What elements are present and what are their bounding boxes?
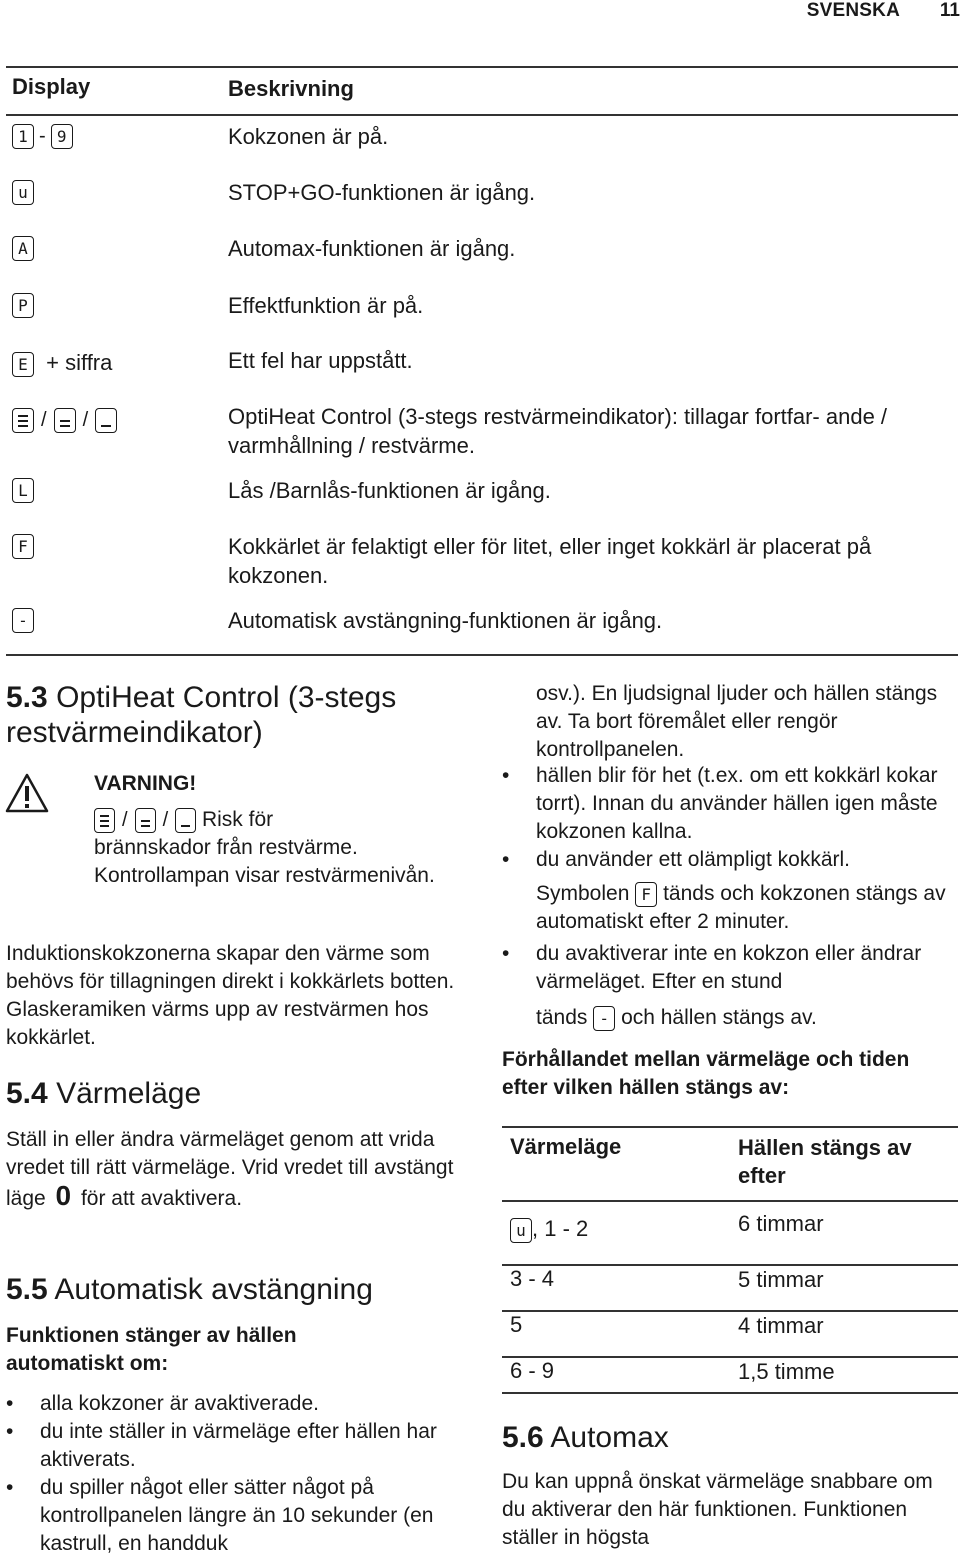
section-5-6	[502, 1420, 958, 1455]
row-description: OptiHeat Control (3-stegs restvärmeindikator): tillagar fortfar- ande / varmhållning / restvärme.	[228, 404, 888, 458]
residual-heat-high-icon	[12, 408, 34, 433]
section-5-4-heading: 5.4 Värmeläge	[6, 1077, 202, 1110]
table-top-border	[6, 66, 958, 68]
header-language: SVENSKA	[806, 0, 900, 21]
section-5-4	[6, 1076, 466, 1111]
off-position-zero: 0	[55, 1180, 72, 1211]
row-description: STOP+GO-funktionen är igång.	[228, 180, 536, 205]
list-item: • du avaktiverar inte en kokzon eller ändrar värmeläget. Efter en stund	[502, 940, 954, 996]
auto-off-symbol-icon: -	[12, 608, 34, 633]
residual-heat-medium-icon	[54, 408, 76, 433]
col-description-header: Beskrivning	[228, 76, 354, 101]
col-time-header: Hällen stängs av efter	[738, 1135, 912, 1188]
row-description: Kokzonen är på.	[228, 124, 389, 149]
row-description: Automax-funktionen är igång.	[228, 236, 516, 261]
automax-symbol-icon: A	[12, 236, 34, 261]
section-5-5-heading: 5.5 Automatisk avstängning	[6, 1273, 373, 1306]
row-description: Kokkärlet är felaktigt eller för litet, eller inget kokkärl är placerat på kokzonen.	[228, 534, 872, 588]
wrong-cookware-symbol-icon: F	[635, 882, 657, 907]
section-5-6-body: Du kan uppnå önskat värmeläge snabbare om du aktiverar den här funktionen. Funktionen ställer in högsta	[502, 1470, 933, 1549]
section-5-3-heading: 5.3 OptiHeat Control (3-stegs restvärmeindikator)	[6, 681, 397, 749]
residual-heat-low-icon	[175, 808, 196, 833]
section-5-5	[6, 1272, 466, 1307]
auto-off-conditions	[6, 1390, 466, 1558]
warning-triangle-icon	[4, 772, 50, 814]
residual-heat-medium-icon	[135, 808, 156, 833]
continued-text: osv.). En ljudsignal ljuder och hällen stängs av. Ta bort föremålet eller rengör kontrollpanelen.	[536, 682, 938, 761]
stop-go-symbol-icon: u	[12, 180, 34, 205]
power-function-symbol-icon: P	[12, 293, 34, 318]
lcd-digit-1-icon: 1	[12, 124, 34, 149]
lock-symbol-icon: L	[12, 478, 34, 503]
warning-title: VARNING!	[94, 772, 197, 795]
table-header-divider	[6, 114, 958, 116]
residual-heat-high-icon	[94, 808, 115, 833]
display-symbol: 1 - 9	[12, 122, 73, 149]
col-level-header: Värmeläge	[510, 1134, 622, 1159]
row-description: Effektfunktion är på.	[228, 293, 424, 318]
section-5-3	[6, 680, 466, 750]
list-item: • alla kokzoner är avaktiverade.	[6, 1390, 466, 1418]
section-5-4-body: Ställ in eller ändra värmeläget genom att vrida vredet till rätt värmeläge. Vrid vredet till avstängt läge 0 för att avaktivera.	[6, 1128, 454, 1211]
error-symbol-icon: E	[12, 352, 34, 377]
lcd-digit-9-icon: 9	[51, 124, 73, 149]
relation-heading: Förhållandet mellan värmeläge och tiden efter vilken hällen stängs av:	[502, 1048, 910, 1099]
list-item: • du spiller något eller sätter något på kontrollpanelen längre än 10 sekunder (en kastrull, en handduk	[6, 1474, 466, 1558]
auto-off-conditions-cont-2	[502, 940, 954, 996]
auto-off-lights-note: tänds - och hällen stängs av.	[536, 1006, 817, 1029]
error-suffix: + siffra	[46, 350, 113, 375]
section-5-6-heading: 5.6 Automax	[502, 1421, 669, 1454]
section-5-5-subheading: Funktionen stänger av hällen automatiskt om:	[6, 1324, 297, 1375]
shutoff-table: Värmeläge Hällen stängs av efter u , 1 - 2 6 timmar 3 - 4 5 timmar 5 4 timmar 6 - 9 1,5 timme	[502, 1126, 958, 1394]
section-5-3-body: Induktionskokzonerna skapar den värme som behövs för tillagningen direkt i kokkärlets botten. Glaskeramiken värms upp av restvärmen hos kokkärlet.	[6, 942, 455, 1049]
table-bottom-border	[6, 654, 958, 656]
warning-text: / / Risk för brännskador från restvärme. Kontrollampan visar restvärmenivån.	[94, 808, 435, 888]
col-display-header: Display	[12, 74, 91, 99]
wrong-cookware-symbol-icon: F	[12, 534, 34, 559]
heat-level-symbols: / /	[12, 406, 117, 433]
row-description: Automatisk avstängning-funktionen är igång.	[228, 608, 663, 633]
auto-off-symbol-icon: -	[593, 1006, 615, 1031]
list-item: • du använder ett olämpligt kokkärl.	[502, 846, 954, 874]
residual-heat-low-icon	[95, 408, 117, 433]
row-description: Lås /Barnlås-funktionen är igång.	[228, 478, 551, 503]
row-description: Ett fel har uppstått.	[228, 348, 413, 373]
list-item: • hällen blir för het (t.ex. om ett kokkärl kokar torrt). Innan du använder hällen igen måste kokzonen kallna.	[502, 762, 954, 846]
page-number: 11	[939, 0, 960, 21]
auto-off-conditions-cont	[502, 762, 954, 874]
stop-go-symbol-icon: u	[510, 1218, 532, 1243]
list-item: • du inte ställer in värmeläge efter hällen har aktiverats.	[6, 1418, 466, 1474]
symbol-note: Symbolen F tänds och kokzonen stängs av automatiskt efter 2 minuter.	[536, 882, 946, 933]
